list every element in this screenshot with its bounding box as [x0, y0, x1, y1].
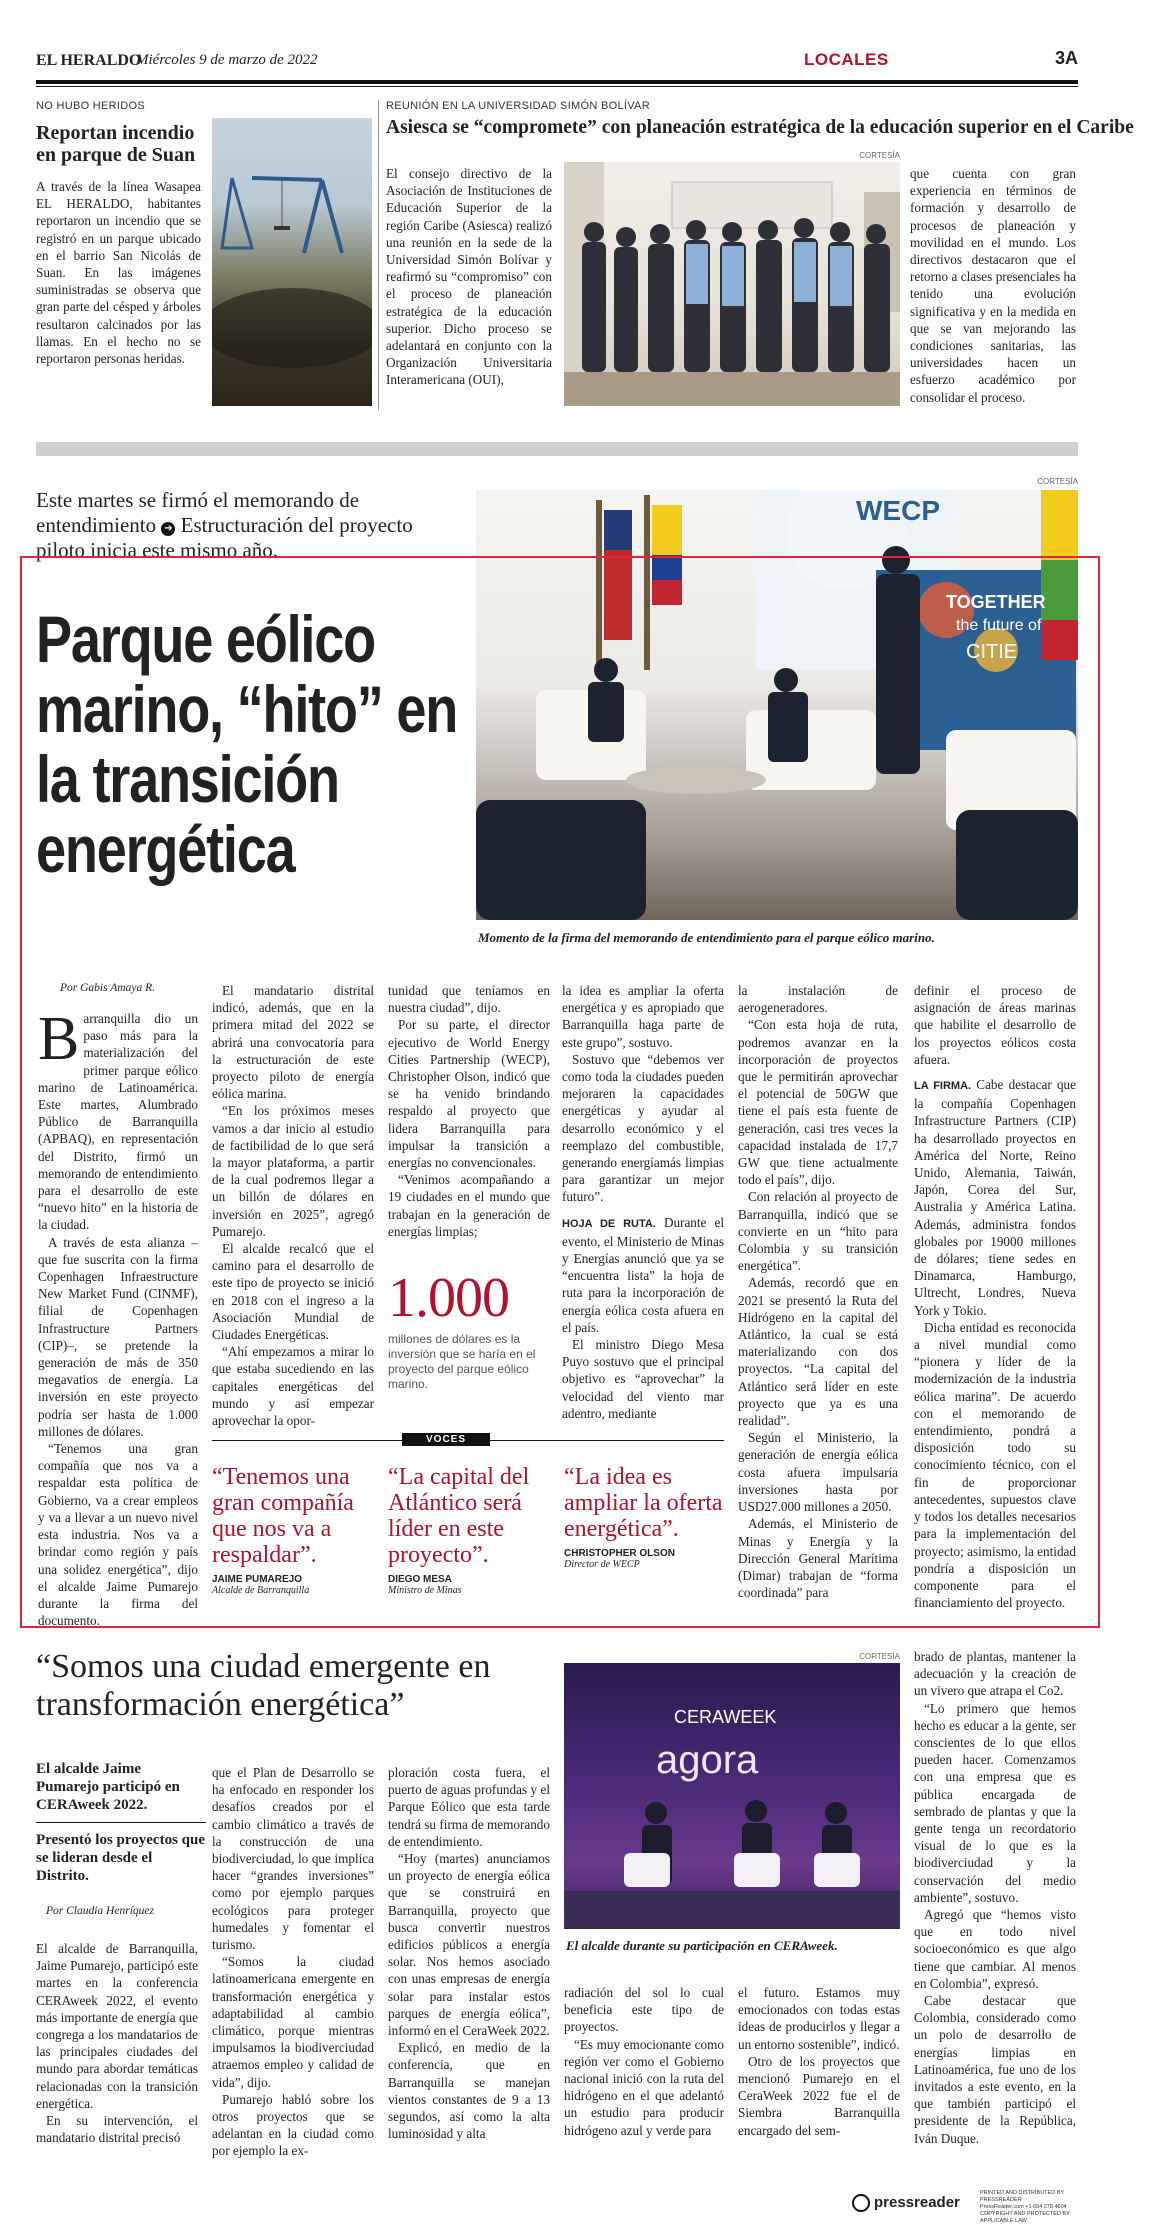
conference-stage-illustration [564, 1663, 900, 1929]
story-fire-body: A través de la línea Wasapea EL HERALDO, habitantes reportaron un incendio que se registró en un parque ubicado en el barrio San Nicolás de Suan. En las imágenes suministradas se observa que gran parte del césped y árboles resultaron calcinados por las llamas. En el hecho no se reportaron personas heridas. [36, 179, 201, 367]
newspaper-name: EL HERALDO [36, 52, 142, 69]
arrow-icon: ➔ [161, 522, 175, 536]
main-col5-para6: Además, el Ministerio de Minas y Energía y la Dirección General Marítima (Dimar) trabajan de “forma coordinada” para [738, 1516, 898, 1601]
cera-col6-para3: Agregó que “hemos visto que en todo nivel socioeconómico es que algo tiene que cambiar. Al menos en Colombia”, expresó. [914, 1907, 1076, 1991]
cera-col5-para2: Otro de los proyectos que mencionó Pumarejo en el CeraWeek 2022 fue el de Siembra Barranquilla encargado del sem- [738, 2053, 900, 2138]
cera-col5-para1: el futuro. Estamos muy emocionados con todas estas ideas de producirlos y llegar a un entorno sostenible”, indicó. [738, 1985, 900, 2052]
deck-part-2: Estructuración del proyecto piloto inicia este mismo año. [36, 513, 413, 562]
main-col6-para3: Dicha entidad es reconocida a nivel mundial como “pionera y líder de la modernización de la industria eólica marina”. De acuerdo con el memorando de entendimiento, pondrá a disposición todo su conocimiento técnico, con el fin de proporcionar antecedentes, supuestos clave y todos los detalles necesarios para la implementación del proyecto; asimismo, la entidad pondría a disposición un componente para el financiamiento del proyecto. [914, 1319, 1076, 1611]
cera-col2-para2: “Somos la ciudad latinoamericana emergente en transformación energética y adaptabilidad al cambio climático, porque mientras impulsamos la biodiverciudad atraemos empleo y calidad de vida”, dijo. [212, 1954, 374, 2090]
cera-col6-para4: Cabe destacar que Colombia, considerado como un polo de desarrollo de energías limpias en Latinoamérica, fue uno de los invitados a este evento, en la que también participó el presidente de la República, Iván Duque. [914, 1993, 1076, 2146]
story-asiesca-kicker: REUNIÓN EN LA UNIVERSIDAD SIMÓN BOLÍVAR [386, 100, 650, 112]
main-col5-para3: Con relación al proyecto de Barranquilla, indicó que se convierte en un “hito para Colombia y su transición energética”. [738, 1189, 898, 1274]
fineprint-line-3: COPYRIGHT AND PROTECTED BY APPLICABLE LAW [980, 2211, 1070, 2224]
main-col6-para2: Cabe destacar que la compañía Copenhagen Infrastructure Partners (CIP) ha desarrollado proyectos en América del Norte, Reino Unido, Alemania, Taiwán, Japón, Corea del Sur, Australia y América Latina. Además, administra fondos globales por 19000 millones de dólares; tiene sedes en Dinamarca, Hamburgo, Ultrecht, Londres, Nueva York y Tokio. [914, 1077, 1076, 1318]
quote-3-role: Director de WECP [564, 1559, 640, 1570]
ceraweek-logo: CERAWEEK [674, 1707, 777, 1727]
voces-label: VOCES [402, 1433, 490, 1446]
main-col5-para5: Según el Ministerio, la generación de energía eólica costa afuera impulsaría inversiones hasta por USD27.000 millones a 2050. [738, 1430, 898, 1515]
cera-col2-para1: que el Plan de Desarrollo se ha enfocado en responder los desafíos creados por el cambio climático a través de la construcción de una biodiverciudad, lo que implica hacer “grandes inversiones” como por ejemplo parques ecológicos para proteger humedales y fomentar el turismo. [212, 1765, 374, 1953]
story-cera-highlights [36, 1760, 206, 1917]
quote-3-name: CHRISTOPHER OLSON [564, 1548, 675, 1559]
section-separator [36, 442, 1078, 456]
main-col2-para3: El alcalde recalcó que el camino para el desarrollo de este tipo de proyecto se inició en 2018 con el ingreso a la Asociación Mundial de Ciudades Energéticas. [212, 1241, 374, 1343]
main-col4-para1: la idea es ampliar la oferta energética y es apropiado que Barranquilla haga parte de este grupo”, sostuvo. [562, 983, 724, 1050]
highlight-1: El alcalde Jaime Pumarejo participó en CERAweek 2022. [36, 1761, 180, 1813]
story-asiesca-headline[interactable]: Asiesca se “compromete” con planeación estratégica de la educación superior en el Caribe [386, 117, 1134, 138]
main-col6-para1: definir el proceso de asignación de áreas marinas que habilite el desarrollo de los proyectos eólicos costa afuera. [914, 983, 1076, 1067]
main-col5-para4: Además, recordó que en 2021 se presentó la Ruta del Hidrógeno en la capital del Atlántico, la cual se está materializando con dos proyectos. “La capital del Atlántico será líder en este proyecto que ya es una realidad”. [738, 1275, 898, 1429]
main-headline[interactable]: Parque eólico marino, “hito” en la transición energética [36, 602, 458, 886]
wall-text-2: the future of [956, 617, 1042, 634]
cera-col-3 [388, 1764, 550, 2142]
quote-3-text: “La idea es ampliar la oferta energética”. [564, 1464, 723, 1542]
quote-2-name: DIEGO MESA [388, 1574, 452, 1585]
column-divider [378, 100, 379, 410]
highlight-divider [36, 1822, 206, 1823]
playground-illustration [212, 118, 372, 406]
pressreader-logo-icon [852, 2194, 870, 2212]
section-name: LOCALES [804, 50, 889, 69]
issue-date: Miércoles 9 de marzo de 2022 [136, 52, 318, 68]
cera-col-4 [564, 1984, 724, 2139]
cera-col-5 [738, 1984, 900, 2139]
cera-stage-photo [564, 1663, 900, 1929]
stat-text: millones de dólares es la inversión que se haría en el proyecto del parque eólico marino. [388, 1332, 536, 1391]
cera-col3-para3: Explicó, en medio de la conferencia, que en Barranquilla se manejan vientos constantes de 9 a 13 segundos, así como la alta luminosidad y alta [388, 2040, 550, 2142]
story-asiesca-body-right: que cuenta con gran experiencia en términos de formación y desarrollo de procesos de planeación y movilidad en el mundo. Los directivos destacaron que el retorno a clases presenciales ha tenido una evolución significativa y en la medida en que se van mejorando las condiciones sanitarias, las universidades hacen un esfuerzo académico por consolidar el proceso. [910, 166, 1076, 405]
main-col3-para1: tunidad que teníamos en nuestra ciudad”, dijo. [388, 983, 550, 1016]
section-lead-hoja-de-ruta: HOJA DE RUTA. [562, 1217, 656, 1230]
dropcap: B [38, 1005, 80, 1073]
fineprint-line-2: PressReader.com +1 604 278 4604 [980, 2204, 1067, 2210]
story-cera-headline[interactable]: “Somos una ciudad emergente en transformación energética” [36, 1648, 491, 1723]
agora-logo: agora [656, 1738, 759, 1782]
story-fire-headline[interactable]: Reportan incendio en parque de Suan [36, 122, 196, 166]
main-col3-para2: Por su parte, el director ejecutivo de World Energy Cities Partnership (WECP), Christopher Olson, indicó que se ha venido brindando respaldo al proyecto que lidera Barranquilla para impulsar la transición a energías no convencionales. [388, 1017, 550, 1171]
stat-number: 1.000 [388, 1267, 509, 1329]
main-col1-para3: “Tenemos una gran compañía que nos va a respaldar esta política de Gobierno, va a crear empleos y va a llevar a un nuevo nivel esta industria. Nos va a brindar como región y país una solidez energética”, dijo el alcalde Jaime Pumarejo durante la firma del documento. [38, 1441, 198, 1629]
cera-col6-para2: “Lo primero que hemos hecho es educar a la gente, ser conscientes de lo que ellos pueden hacer. Comenzamos con una empresa que es pública encargada de sembrado de plantas y que la gente tenga un recordatorio visual de lo que es la biodiverciudad y la conservación del medio ambiente”, sostuvo. [914, 1700, 1076, 1905]
masthead-rule-thin [36, 86, 1078, 87]
cera-col3-para2: “Hoy (martes) anunciamos un proyecto de energía eólica que se construirá en Barranquilla, proyecto que busca convertir nuestros edificios públicos a energía solar. Nos hemos asociado con unas empresas de energía solar para instalar estos parques de energía eólica”, informó en el CeraWeek 2022. [388, 1851, 550, 2039]
main-col4-para3: Durante el evento, el Ministerio de Minas y Energías anunció que ya se “encuentra lista” la hoja de ruta para la incorporación de energía eólica costa afuera en el país. [562, 1214, 724, 1335]
wall-text-1: TOGETHER [946, 592, 1046, 612]
quote-1-name: JAIME PUMAREJO [212, 1574, 303, 1585]
cera-photo-caption: El alcalde durante su participación en CERAweek. [566, 1938, 838, 1953]
cera-col-2 [212, 1764, 374, 2160]
cera-col1-para2: En su intervención, el mandatario distrital precisó [36, 2113, 198, 2146]
cera-col1-para1: El alcalde de Barranquilla, Jaime Pumarejo, participó este martes en la conferencia CERAweek 2022, el evento más importante de energía que congrega a los mandatarios de las principales ciudades del mundo para abordar temáticas relacionadas con la transición energética. [36, 1941, 198, 2111]
story-asiesca [386, 100, 1134, 140]
pressreader-footer [852, 2190, 1078, 2224]
wecp-banner: WECP [856, 495, 940, 526]
main-col1-para2: A través de esta alianza –que fue suscrita con la firma Copenhagen Infraestructure New Market Fund (CINMF), filial de Copenhagen Infrastructure Partners (CIP)–, se pretende la generación de más de 350 megavatios de energía. La inversión en este proyecto podría ser hasta de 1.000 millones de dólares. [38, 1234, 198, 1439]
cera-col4-para1: radiación del sol lo cual beneficia este tipo de proyectos. [564, 1985, 724, 2035]
photo-credit: CORTESÍA [859, 151, 900, 160]
main-deck [36, 488, 456, 563]
main-photo-caption: Momento de la firma del memorando de entendimiento para el parque eólico marino. [478, 930, 935, 945]
section-lead-la-firma: LA FIRMA. [914, 1080, 972, 1093]
masthead-rule [36, 80, 1078, 84]
deck-part-1: Este martes se firmó el memorando de entendimiento [36, 488, 360, 537]
group-of-people-illustration [564, 162, 900, 406]
highlight-box [20, 556, 1100, 1628]
cera-photo-credit: CORTESÍA [859, 1652, 900, 1661]
cera-col2-para3: Pumarejo habló sobre los otros proyectos que se adelantan en la ciudad como por ejemplo la ex- [212, 2091, 374, 2159]
main-photo-credit: CORTESÍA [1037, 477, 1078, 486]
main-col5-para2: “Con esta hoja de ruta, podremos avanzar en la incorporación de proyectos que le permitirán aprovechar el potencial de 50GW que tiene el país esta fuente de generación, casi tres veces la capacidad instalada de 17,7 GW que tiene actualmente todo el país”, dijo. [738, 1017, 898, 1188]
cera-col4-para2: “Es muy emocionante como región ver como el Gobierno nacional inició con la ruta del hidrógeno en el que adelantó un estudio para producir hidrógeno azul y verde para [564, 2036, 724, 2138]
quote-1-role: Alcalde de Barranquilla [212, 1585, 310, 1596]
main-col2-para2: “En los próximos meses vamos a dar inicio al estudio de factibilidad de lo que será la mayor plataforma, a partir de la cual podremos llegar a un billón de dólares en inversión en 2025”, agregó Pumarejo. [212, 1103, 374, 1239]
main-col2-para4: “Ahí empezamos a mirar lo que estaba sucediendo en las capitales energéticas del mundo y así empezar aprovechar la opor- [212, 1344, 374, 1429]
main-col4-para4: El ministro Diego Mesa Puyo sostuvo que el principal objetivo es “aprovechar” la velocidad del viento mar adentro, mediante [562, 1337, 724, 1421]
story-fire-kicker: NO HUBO HERIDOS [36, 100, 146, 112]
story-asiesca-body-left: El consejo directivo de la Asociación de Instituciones de Educación Superior de la región Caribe (Asiesca) realizó una reunión en la sede de la Universidad Simón Bolívar y reafirmó su “compromiso” con el proceso de planeación estratégica de la educación superior. Dicho proceso se adelantará en conjunto con la Organización Universitaria Interamericana (OUI), [386, 166, 552, 388]
story-fire [36, 100, 206, 367]
cera-col-6 [914, 1648, 1076, 2147]
story-cera-byline: Por Claudia Henríquez [46, 1905, 154, 1917]
main-col1-para1: arranquilla dio un paso más para la materialización del primer parque eólico marino de Latinoamérica. Este martes, Alumbrado Público de Barranquilla (APBAQ), en representación del Distrito, firmó un memorando de entendimiento para el desarrollo de este “nuevo hito” en la historia de la ciudad. [38, 1011, 198, 1233]
page-number: 3A [1054, 48, 1078, 68]
asiesca-group-photo [564, 162, 900, 406]
main-byline: Por Gabis Amaya R. [60, 982, 155, 994]
quote-1-text: “Tenemos una gran compañía que nos va a respaldar”. [212, 1464, 354, 1568]
pressreader-brand[interactable]: pressreader [874, 2194, 960, 2211]
highlight-2: Presentó los proyectos que se lideran desde el Distrito. [36, 1832, 206, 1884]
cera-col3-para1: ploración costa fuera, el puerto de aguas profundas y el Parque Eólico que esta tarde tendrá su firma de memorando de entendimiento. [388, 1765, 550, 1849]
main-col5-para1: la instalación de aerogeneradores. [738, 983, 898, 1016]
cera-col6-para1: brado de plantas, mantener la adecuación y la creación de un vivero que atrapa el Co2. [914, 1649, 1076, 1699]
fineprint-line-1: PRINTED AND DISTRIBUTED BY PRESSREADER [980, 2190, 1064, 2203]
quote-2-text: “La capital del Atlántico será líder en este proyecto”. [388, 1464, 530, 1568]
main-col3-para3: “Venimos acompañando a 19 ciudades en el mundo que trabajan en la generación de energías limpias; [388, 1172, 550, 1239]
cera-col-1 [36, 1940, 198, 2146]
pressreader-fineprint [980, 2190, 1078, 2225]
wall-text-3: CITIE [966, 641, 1018, 663]
fire-park-photo [212, 118, 372, 406]
masthead [36, 48, 1078, 78]
main-col4-para2: Sostuvo que “debemos ver como toda la ciudades pueden mejoraren la capacidades energéticas y ayudar al desarrollo económico y el reemplazo del combustible, generando energíamás limpias para garantizar un mejor futuro”. [562, 1051, 724, 1205]
quote-2-role: Ministro de Minas [388, 1585, 462, 1596]
main-col2-para1: El mandatario distrital indicó, además, que en la primera mitad del 2022 se abrirá una convocatoria para la estructuración de este proyecto piloto de energía eólica marina. [212, 983, 374, 1102]
